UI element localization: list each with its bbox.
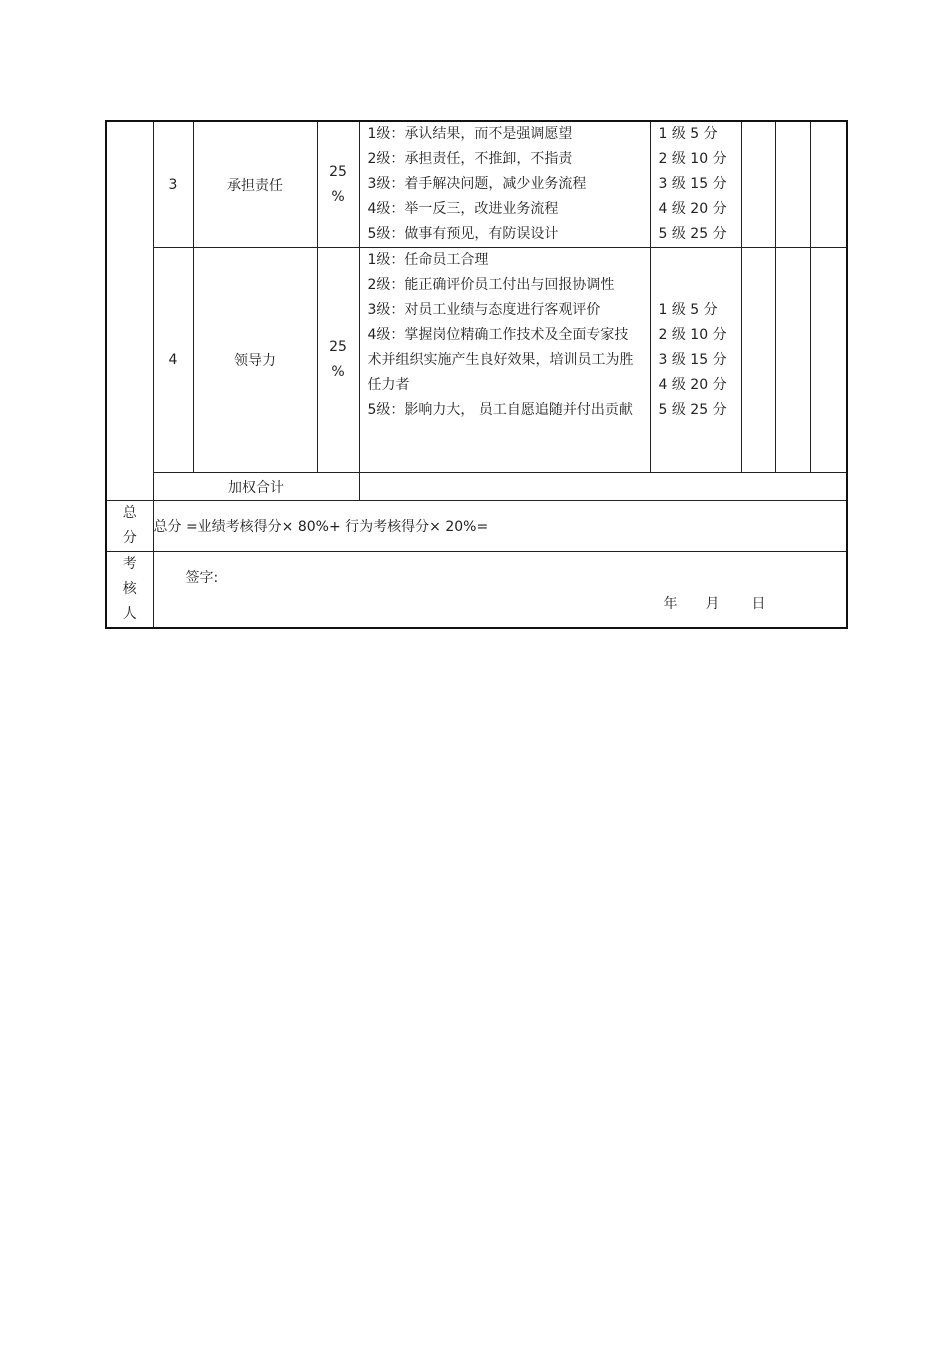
category-cell-empty (106, 121, 153, 501)
criteria-list (360, 122, 650, 247)
table-row (106, 248, 847, 473)
blank-score-cell[interactable] (810, 248, 847, 473)
behavior-evaluation-table (105, 120, 848, 629)
item-name: 领导力 (193, 248, 317, 473)
criteria-item: 1级：任命员工合理 (367, 252, 489, 268)
weight-unit: % (331, 364, 345, 380)
blank-score-cell[interactable] (810, 121, 847, 248)
criteria-cell (359, 121, 650, 248)
blank-score-cell[interactable] (741, 121, 775, 248)
blank-score-cell[interactable] (741, 248, 775, 473)
reviewer-sign-cell[interactable] (153, 552, 847, 629)
table-row (106, 121, 847, 248)
total-label (106, 501, 153, 552)
score-list (651, 298, 741, 423)
score-item: 1 级 5 分 (658, 301, 718, 318)
date-year-label: 年 (663, 595, 678, 612)
score-item: 2 级 10 分 (658, 326, 727, 343)
criteria-item: 4级：举一反三，改进业务流程 (367, 201, 559, 217)
item-weight (317, 248, 359, 473)
item-name: 承担责任 (193, 121, 317, 248)
weight-value: 25 (329, 163, 347, 180)
score-item: 1 级 5 分 (658, 126, 718, 142)
criteria-item: 3级：对员工业绩与态度进行客观评价 (367, 302, 601, 318)
score-item: 5 级 25 分 (658, 401, 727, 418)
signature-date (664, 593, 766, 613)
weight-unit: % (331, 188, 345, 205)
total-label-char: 总 (122, 505, 137, 521)
reviewer-row (106, 552, 847, 629)
score-item: 4 级 20 分 (658, 376, 727, 393)
total-formula: 总分 =业绩考核得分× 80%+ 行为考核得分× 20%= (153, 501, 847, 552)
criteria-item: 2级：承担责任，不推卸，不指责 (367, 151, 573, 167)
criteria-item: 5级：影响力大， 员工自愿追随并付出贡献 (367, 402, 633, 418)
signature-area (154, 553, 847, 627)
reviewer-label-char: 核 (122, 581, 137, 597)
date-month-label: 月 (705, 595, 720, 612)
blank-score-cell[interactable] (775, 121, 810, 248)
score-cell (650, 248, 741, 473)
weighted-total-value[interactable] (359, 473, 847, 501)
criteria-item: 3级：着手解决问题，减少业务流程 (367, 176, 587, 192)
item-weight (317, 121, 359, 248)
weight-value: 25 (329, 339, 347, 355)
weighted-total-label: 加权合计 (153, 473, 359, 501)
item-index: 3 (153, 121, 193, 248)
item-index: 4 (153, 248, 193, 473)
score-item: 2 级 10 分 (658, 151, 727, 167)
criteria-item: 1级：承认结果，而不是强调愿望 (367, 126, 573, 142)
score-item: 5 级 25 分 (658, 226, 727, 242)
total-label-char: 分 (122, 530, 137, 546)
score-item: 4 级 20 分 (658, 201, 727, 217)
reviewer-label (106, 552, 153, 629)
signature-label: 签字: (185, 569, 219, 586)
criteria-item: 2级：能正确评价员工付出与回报协调性 (367, 277, 615, 293)
total-score-row (106, 501, 847, 552)
reviewer-label-char: 人 (122, 606, 137, 622)
criteria-item: 4级：掌握岗位精确工作技术及全面专家技术并组织实施产生良好效果，培训员工为胜任力者 (367, 327, 634, 393)
criteria-cell (359, 248, 650, 473)
blank-score-cell[interactable] (775, 248, 810, 473)
score-cell (650, 121, 741, 248)
criteria-list (360, 248, 650, 423)
reviewer-label-char: 考 (122, 556, 137, 572)
score-list (651, 122, 741, 247)
score-item: 3 级 15 分 (658, 176, 727, 192)
score-item: 3 级 15 分 (658, 351, 727, 368)
date-day-label: 日 (751, 595, 766, 612)
criteria-item: 5级：做事有预见，有防误设计 (367, 226, 559, 242)
weighted-total-row (106, 473, 847, 501)
